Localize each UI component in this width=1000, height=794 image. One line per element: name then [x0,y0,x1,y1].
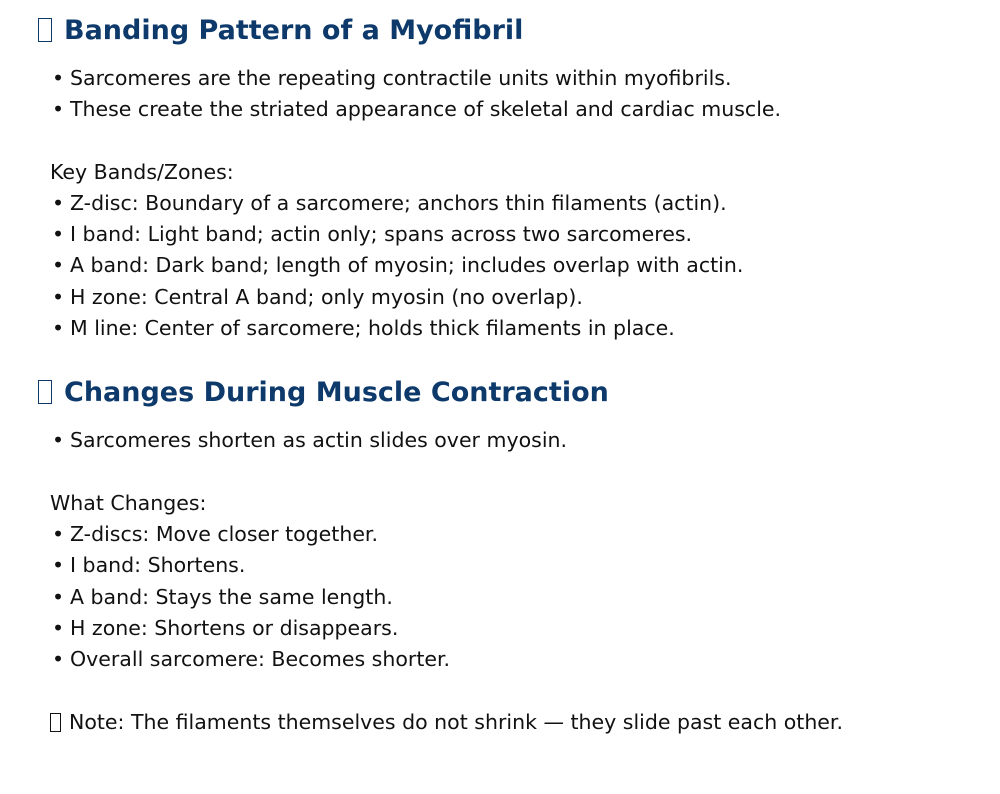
note [50,709,843,735]
list-item [52,190,727,216]
list-item-text: I band: Light band; actin only; spans across two sarcomeres. [70,222,693,246]
bullet: • [52,316,65,340]
subheading-key-bands: Key Bands/Zones: [50,160,234,184]
box-glyph-icon [38,18,52,42]
list-item-text: A band: Dark band; length of myosin; includes overlap with actin. [70,253,744,277]
list-item [52,96,781,122]
note-text: Note: The filaments themselves do not shrink — they slide past each other. [69,710,843,734]
bullet: • [52,191,65,215]
list-item-text: Sarcomeres are the repeating contractile units within myofibrils. [70,66,732,90]
bullet: • [52,222,65,246]
list-item [52,615,398,641]
bullet: • [52,647,65,671]
list-item-text: Overall sarcomere: Becomes shorter. [70,647,451,671]
list-item-text: H zone: Shortens or disappears. [70,616,399,640]
bullet: • [52,522,65,546]
box-glyph-icon [38,380,52,404]
list-item [52,315,675,341]
bullet: • [52,66,65,90]
section-title: Changes During Muscle Contraction [64,377,609,408]
list-item [52,284,583,310]
list-item-text: Z-disc: Boundary of a sarcomere; anchors thin filaments (actin). [70,191,727,215]
bullet: • [52,97,65,121]
list-item-text: M line: Center of sarcomere; holds thick filaments in place. [70,316,675,340]
list-item-text: These create the striated appearance of skeletal and cardiac muscle. [70,97,782,121]
list-item [52,65,731,91]
list-item-text: I band: Shortens. [70,553,246,577]
section-title: Banding Pattern of a Myofibril [64,15,524,46]
list-item-text: Z-discs: Move closer together. [70,522,378,546]
list-item [52,646,450,672]
list-item-text: H zone: Central A band; only myosin (no overlap). [70,285,583,309]
list-item-text: Sarcomeres shorten as actin slides over myosin. [70,428,568,452]
list-item [52,552,245,578]
bullet: • [52,585,65,609]
list-item [52,584,393,610]
bullet: • [52,428,65,452]
list-item [52,427,567,453]
list-item-text: A band: Stays the same length. [70,585,393,609]
bullet: • [52,616,65,640]
list-item [52,221,692,247]
section-heading-banding-pattern [38,14,523,48]
bullet: • [52,285,65,309]
bullet: • [52,553,65,577]
list-item [52,521,378,547]
bullet: • [52,253,65,277]
subheading-what-changes: What Changes: [50,491,207,515]
section-heading-contraction-changes [38,376,609,410]
box-glyph-icon [50,713,61,732]
list-item [52,252,743,278]
